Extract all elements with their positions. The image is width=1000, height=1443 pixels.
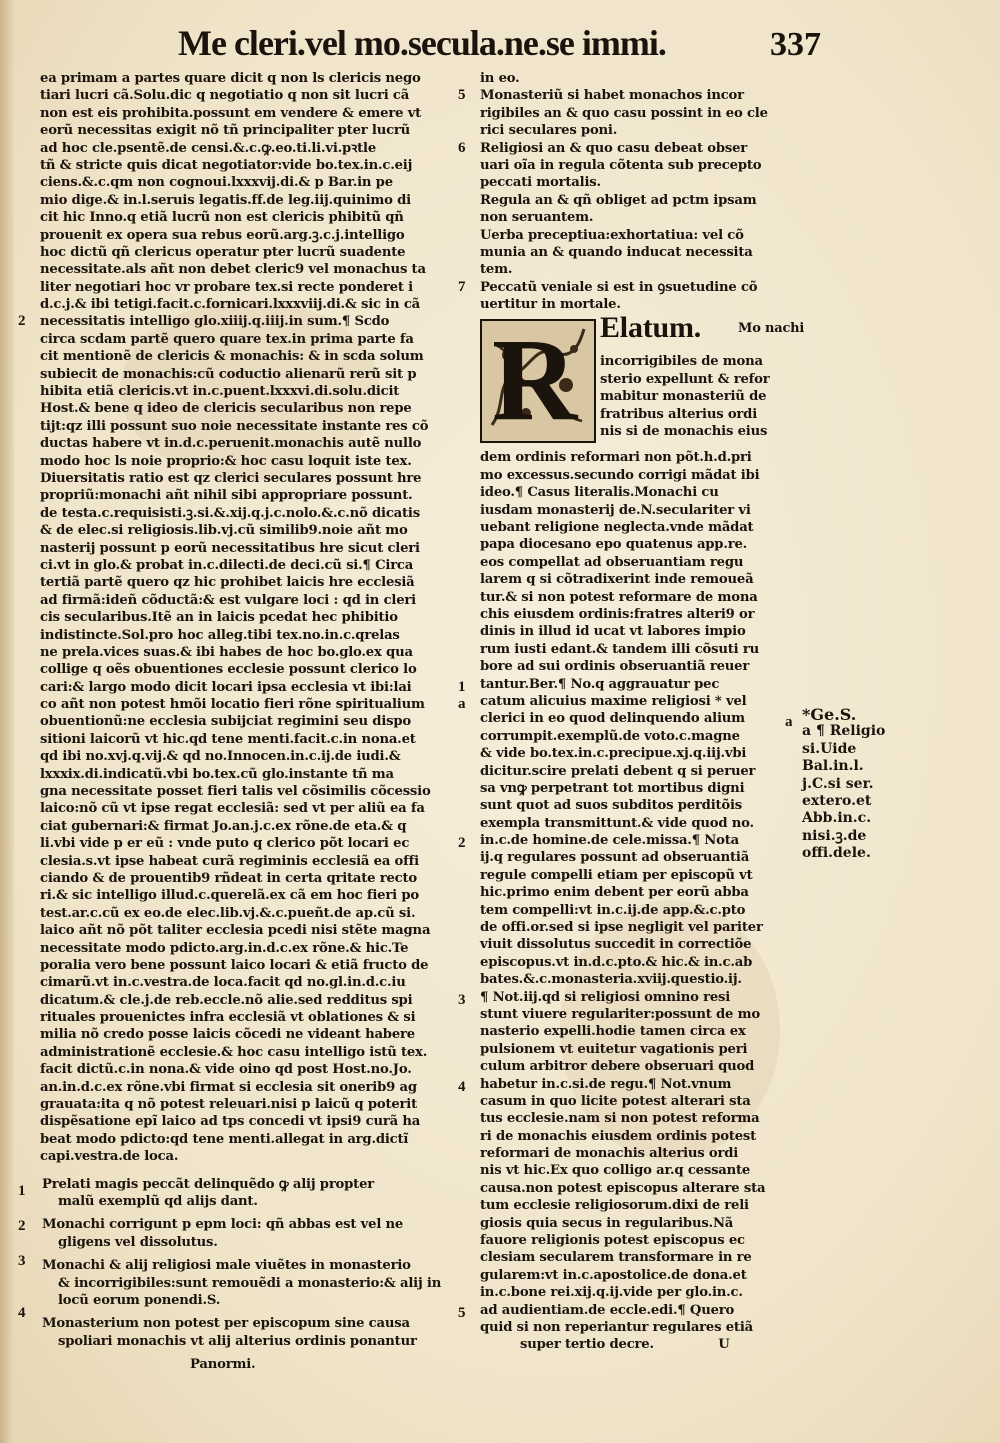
text-line: ri de monachis eiusdem ordinis potest [480,1128,757,1144]
text-line: quid si non reperiantur regulares etiã [480,1320,753,1335]
text-line: mio dige.& in.l.seruis legatis.ff.de leg.iij.quinimo di [40,192,411,208]
text-line: exempla transmittunt.& vide quod no. [480,815,754,831]
marginal-note-line: j.C.si ser. [802,775,874,792]
text-line: co añt non potest hmõi locatio fieri rõne spiritualium [40,697,425,713]
text-line: giosis quia secus in regularibus.Nã [480,1215,734,1231]
marginal-note-lines [802,723,992,862]
marginal-note-line: si.Uide [802,740,857,757]
margin-number: 4 [458,1079,466,1095]
text-line: ad firmã:ideñ cõductã:& est vulgare loci : qd in cleri [40,592,416,608]
text-line: ideo.¶ Casus literalis.Monachi cu [480,485,719,501]
rubric-line: uari oĩa in regula cõtenta sub precepto [480,157,762,173]
text-line: bates.&.c.monasteria.xviij.questio.ij. [480,972,742,988]
text-line: tantur.Ber.¶ No.q aggrauatur pec [480,676,720,692]
text-line: gularem:vt in.c.apostolice.de dona.et [480,1267,747,1283]
text-line: ciando & de prouentib9 rñdeat in certa qritate recto [40,870,418,886]
text-line: mabitur monasteriũ de [600,389,767,405]
text-line: causa.non potest episcopus alterare sta [480,1180,766,1196]
margin-number: 1 [18,1183,26,1199]
margin-number: 1 [458,679,466,695]
rubric-line: Regula an & qñ obliget ad pctm ipsam [480,192,757,208]
text-line: mo excessus.secundo corrigi mãdat ibi [480,467,760,483]
text-line: incorrigibiles de mona [600,354,763,370]
text-line: dicatum.& cle.j.de reb.eccle.nõ alie.sed redditus spi [40,992,413,1008]
text-line: iusdam monasterij de.N.seculariter vi [480,502,751,518]
text-line: modo hoc ls noie proprio:& hoc casu loquit iste tex. [40,453,412,469]
text-line: ciens.&.c.qm non cognoui.lxxxvij.di.& p Bar.in pe [40,175,393,191]
text-line: prouenit ex opera sua rebus eorũ.arg.ꝫ.c.j.intelligo [40,227,405,243]
text-line: chis eiusdem ordinis:fratres alteri9 or [480,606,755,622]
text-line: clerici in eo quod delinquendo alium [480,711,745,727]
text-line: necessitate.als añt non debet cleric9 vel monachus ta [40,262,426,278]
lemma-heading: Elatum. [600,311,702,345]
text-line: obuentionũ:ne ecclesia subijciat regimini seu dispo [40,714,411,730]
text-line: tñ & stricte quis dicat negotiator:vide bo.tex.in.c.eij [40,157,413,173]
page-header [0,20,1000,68]
text-line: ri.& sic intelligo illud.c.querelã.ex cã em hoc fieri po [40,888,419,904]
text-line: ciat gubernari:& firmat Jo.an.j.c.ex rõne.de eta.& q [40,818,407,834]
marginal-note-line: Bal.in.l. [802,758,864,775]
text-line: lxxxix.di.indicatũ.vbi bo.tex.cũ glo.instante tñ ma [40,766,394,782]
text-line: ¶ Not.iij.qd si religiosi omnino resi [480,989,731,1005]
marginal-note-line: Abb.in.c. [802,810,872,827]
rubric-line: non seruantem. [480,210,594,226]
text-line: Host.& bene q ideo de clericis secularibus non repe [40,401,412,417]
text-line: ne prela.vices suas.& ibi habes de hoc bo.glo.ex qua [40,644,413,660]
rubric-line: rigibiles an & quo casu possint in eo cle [480,105,768,121]
right-commentary [480,449,792,1336]
margin-number: 6 [458,139,466,156]
text-line: indistincte.Sol.pro hoc alleg.tibi tex.no.in.c.qrelas [40,627,400,643]
text-line: non est eis prohibita.possunt em vendere & emere vt [40,105,422,121]
text-line: nasterio expelli.hodie tamen circa ex [480,1024,746,1040]
text-line: cari:& largo modo dicit locari ipsa ecclesia vt ibi:lai [40,679,412,695]
text-line: pulsionem vt euitetur vagationis peri [480,1041,748,1057]
margin-number: 3 [18,1253,26,1269]
text-line: de offi.or.sed si ipse negligit vel pariter [480,920,763,936]
margin-number: 5 [458,1305,466,1321]
rubric-line: Uerba preceptiua:exhortatiua: vel cõ [480,227,744,243]
text-line: eorũ necessitas exigit nõ tñ principaliter pter lucrũ [40,123,411,139]
text-line: test.ar.c.cũ ex eo.de elec.lib.vj.&.c.pueñt.de ap.cũ si. [40,905,416,921]
text-line: an.in.d.c.ex rõne.vbi firmat si ecclesia sit onerib9 ag [40,1079,417,1095]
text-line: bore ad sui ordinis obseruantiã reuer [480,659,750,675]
rubric-line: Religiosi an & quo casu debeat obser [480,140,748,156]
margin-number: 5 [458,87,466,104]
margin-number: 2 [458,835,466,851]
text-line: cit mentionẽ de clericis & monachis: & in scda solum [40,349,424,365]
marginal-note-line: a ¶ Religio [802,723,886,740]
text-line: in.c.de homine.de cele.missa.¶ Nota [480,833,739,849]
summary-line: spoliari monachis vt alij alterius ordinis ponantur [58,1333,417,1349]
text-line: casum in quo licite potest alterari sta [480,1093,751,1109]
catchword-line [480,1336,792,1353]
summary-line: locũ eorum ponendi.S. [58,1292,221,1308]
text-line: viuit dissolutus succedit in correctiõe [480,937,752,953]
rubric-list [480,70,792,313]
summary-line: Monachi corrigunt p epm loci: qñ abbas est vel ne [42,1217,404,1233]
text-line: cis secularibus.Itẽ an in laicis pcedat hec phibitio [40,610,398,626]
marginal-note-heading: *Ge.S. [802,705,857,724]
text-line: tiari lucri cã.Solu.dic q negotiatio q non sit lucri cã [40,88,410,104]
text-line: ci.vt in glo.& probat in.c.dilecti.de deci.cũ si.¶ Circa [40,557,414,573]
text-line: nis si de monachis eius [600,424,768,440]
folio-number: 337 [770,26,821,63]
margin-number: 3 [458,992,466,1008]
closing-line: super tertio decre. [520,1337,654,1353]
summary-line: gligens vel dissolutus. [58,1234,218,1250]
text-line: corrumpit.exemplũ.de voto.c.magne [480,728,740,744]
summary-line: Monasterium non potest per episcopum sine causa [42,1316,410,1332]
text-line: hibita etiã clericis.vt in.c.puent.lxxxvi.di.solu.dicit [40,384,400,400]
marginal-note [802,706,992,863]
summary-line: Monachi & alij religiosi male viuẽtes in monasterio [42,1258,411,1274]
text-line: eos compellat ad obseruantiam regu [480,554,744,570]
text-line: d.c.j.& ibi tetigi.facit.c.fornicari.lxxxviij.di.& sic in cã [40,297,421,313]
text-line: nasterij possunt p eorũ necessitatibus hre sicut cleri [40,540,420,556]
text-line: cit hic Inno.q etiã lucrũ non est clericis phibitũ qñ [40,210,404,226]
text-line: sitioni laicorũ vt hic.qd tene menti.facit.c.in nona.et [40,731,416,747]
left-column [40,70,458,1390]
rubric-line: uertitur in mortale. [480,297,621,313]
text-line: culum arbitror debere obseruari quod [480,1059,755,1075]
summary-line: malũ exemplũ qd alijs dant. [58,1194,258,1209]
text-line: subiecit de monachis:cũ coductio alienarũ rerũ sit p [40,366,417,382]
text-line: sa vnꝙ perpetrant tot mortibus digni [480,780,745,796]
catchword: U [718,1337,730,1353]
text-line: dinis in illud id ucat vt labores impio [480,624,746,640]
text-line: fratribus alterius ordi [600,406,758,422]
text-line: & vide bo.tex.in.c.precipue.xj.q.iij.vbi [480,746,747,762]
text-line: qd ibi no.xvj.q.vij.& qd no.Innocen.in.c.ij.de iudi.& [40,749,401,765]
text-line: in.c.bone rei.xij.q.ij.vide per glo.in.c. [480,1285,743,1301]
text-line: cimarũ.vt in.c.vestra.de loca.facit qd no.gl.in.d.c.iu [40,975,406,991]
rubric-line: Peccatũ veniale si est in ꝯsuetudine cõ [480,279,758,295]
text-line: catum alicuius maxime religiosi * vel [480,693,747,709]
text-line: grauata:ita q nõ potest releuari.nisi p laicũ q poterit [40,1097,417,1113]
margin-number: a [458,696,466,712]
text-line: tertiã partẽ quero qz hic prohibet laicis hre ecclesiã [40,575,415,591]
summary-tail: Panormi. [190,1357,256,1373]
text-line: sunt quot ad suos subditos perditõis [480,798,743,814]
text-line: necessitate modo pdicto.arg.in.d.c.ex rõne.& hic.Te [40,940,409,956]
rubric-line: munia an & quando inducat necessita [480,244,753,260]
text-line: fauore religionis potest episcopus ec [480,1233,745,1249]
text-line: papa diocesano epo quatenus app.re. [480,537,748,553]
decorated-initial-block [480,311,805,447]
rubric-line: in eo. [480,71,520,86]
right-column [480,70,805,1390]
text-line: li.vbi vide p er eũ : vnde puto q clerico põt locari ec [40,836,410,852]
text-line: sterio expellunt & refor [600,371,770,387]
marginal-note-line: nisi.ꝫ.de [802,827,867,844]
margin-number: 7 [458,278,466,295]
text-line: hic.primo enim debent per eorũ abba [480,885,749,901]
text-line: reformari de monachis alterius ordi [480,1146,739,1162]
summaries-list [40,1176,458,1357]
text-line: dem ordinis reformari non põt.h.d.pri [480,450,752,466]
rubric-line: tem. [480,262,513,278]
text-line: poralia vero bene possunt laico locari & etiã fructo de [40,957,429,973]
margin-number: a [785,714,793,730]
text-line: ij.q regulares possunt ad obseruantiã [480,850,750,866]
text-line: liter negotiari hoc vr probare tex.si recte ponderet i [40,279,413,295]
text-line: facit dictũ.c.in nona.& vide oino qd post Host.no.Jo. [40,1062,412,1078]
text-line: tijt:qz illi possunt suo noie necessitate instante res cõ [40,418,429,434]
text-line: administrationẽ ecclesie.& hoc casu intelligo istũ tex. [40,1044,428,1060]
text-line: tem compelli:vt in.c.ij.de app.&.c.pto [480,902,746,918]
text-line: ea primam a partes quare dicit q non ls clericis nego [40,71,421,86]
text-line: clesia.s.vt ipse habeat curã regiminis ecclesiã ea offi [40,853,419,869]
commentary-paragraph [40,70,458,1166]
text-line: rituales prouenictes infra ecclesiã vt oblationes & si [40,1010,416,1026]
text-line: circa scdam partẽ quero quare tex.in prima parte fa [40,331,414,347]
text-line: nis vt hic.Ex quo colligo ar.q cessante [480,1163,751,1179]
marginal-note-line: offi.dele. [802,845,871,862]
text-line: habetur in.c.si.de regu.¶ Not.vnum [480,1076,732,1092]
lemma-heading-tail: Mo nachi [738,321,805,337]
decorated-initial [480,314,596,446]
margin-number: 2 [18,313,26,329]
page-gutter [0,0,14,1443]
summary-line: Prelati magis peccãt delinquẽdo ꝙ alij propter [42,1176,375,1192]
text-line: ad hoc cle.psentẽ.de censi.&.c.ꝙ.eo.ti.li.vi.pꝛtle [40,140,377,156]
rubric-line: rici seculares poni. [480,123,618,139]
text-line: beat modo pdicto:qd tene menti.allegat in arg.dictĩ [40,1131,409,1147]
text-line: clesiam secularem transformare in re [480,1250,752,1266]
text-line: dispẽsatione epĩ laico ad tps concedi vt ipsi9 curã ha [40,1114,421,1130]
text-line: uebant religione neglecta.vnde mãdat [480,520,754,536]
text-line: de testa.c.requisisti.ꝫ.si.&.xij.q.j.c.nolo.&.c.nõ dicatis [40,505,420,521]
text-line: tus ecclesie.nam si non potest reforma [480,1111,760,1127]
text-line: milia nõ credo posse laicis cõcedi ne videant habere [40,1027,415,1043]
text-line: gna necessitate posset fieri talis vel cõsimilis cõcessio [40,784,431,800]
text-line: laico:nõ cũ vt ipse regat ecclesiã: sed vt per aliũ ea fa [40,801,425,817]
text-line: larem q si cõtradixerint inde remoueã [480,572,754,588]
margin-number: 4 [18,1305,26,1321]
text-line: ad audientiam.de eccle.edi.¶ Quero [480,1302,735,1318]
text-line: & de elec.si religiosis.lib.vj.cũ similib9.noie añt mo [40,523,408,539]
text-line: dicitur.scire prelati debent q si peruer [480,763,756,779]
margin-number: 2 [18,1218,26,1234]
text-line: propriũ:monachi añt nihil sibi appropriare possunt. [40,488,413,504]
text-line: collige q oẽs obuentiones ecclesie possunt clerico lo [40,662,417,678]
text-line: capi.vestra.de loca. [40,1149,179,1165]
marginal-note-line: extero.et [802,792,872,809]
rubric-line: peccati mortalis. [480,175,601,191]
text-line: Diuersitatis ratio est qz clerici seculares possunt hre [40,470,422,486]
text-line: stunt viuere regulariter:possunt de mo [480,1006,760,1022]
text-line: necessitatis intelligo glo.xiiij.q.iiij.in sum.¶ Scdo [40,314,390,330]
running-head: Me cleri.vel mo.secula.ne.se immi. [178,23,666,63]
initial-letter: R [492,314,578,446]
text-line: regule compelli etiam per episcopũ vt [480,867,753,883]
rubric-line: Monasteriũ si habet monachos incor [480,88,744,104]
initial-side-text [600,353,792,440]
text-line: episcopus.vt in.d.c.pto.& hic.& in.c.ab [480,954,753,970]
text-line: tum ecclesie religiosorum.dixi de reli [480,1198,749,1214]
text-line: ductas habere vt in.d.c.peruenit.monachis autẽ nullo [40,436,422,452]
text-line: rum iusti edant.& tandem illi cõsuti ru [480,641,759,657]
text-line: hoc dictũ qñ clericus operatur pter lucrũ suadente [40,244,406,260]
summary-line: & incorrigibiles:sunt remouẽdi a monasterio:& alij in [58,1275,442,1291]
text-line: laico añt nõ põt taliter ecclesia pcedi nisi stẽte magna [40,923,431,939]
text-line: tur.& si non potest reformare de mona [480,589,758,605]
